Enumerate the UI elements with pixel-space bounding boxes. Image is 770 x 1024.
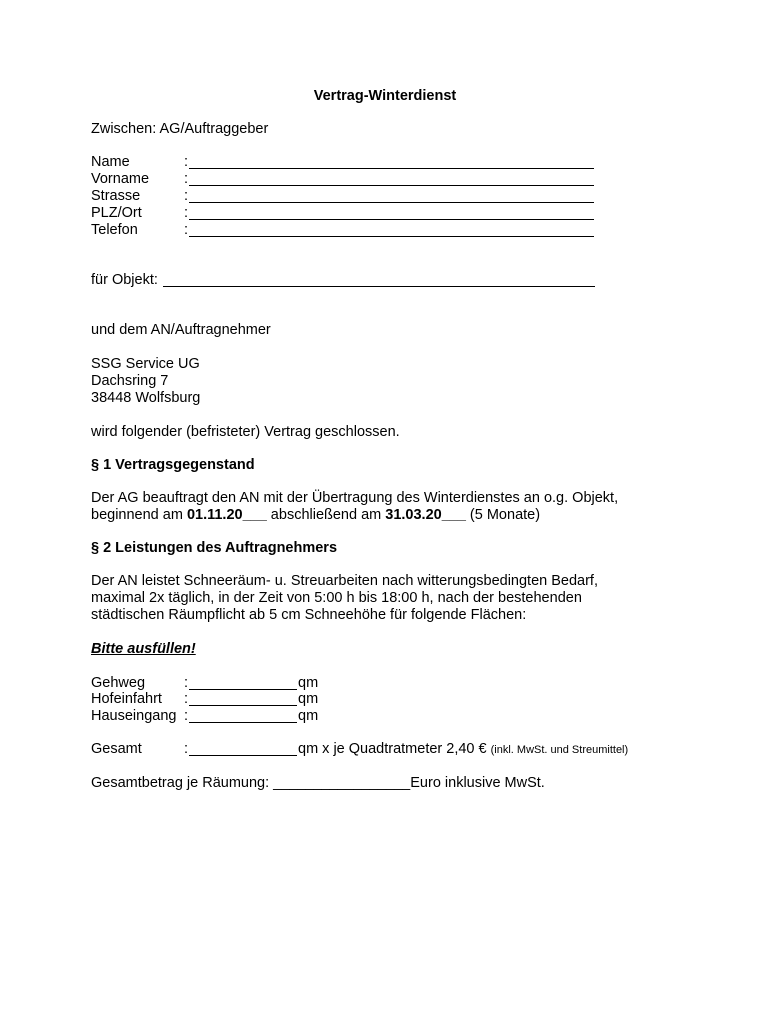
end-date: 31.03.20___ bbox=[385, 507, 466, 523]
hauseingang-blank-line[interactable] bbox=[189, 722, 297, 723]
contractor-intro: und dem AN/Auftragnehmer bbox=[91, 322, 271, 338]
start-date: 01.11.20___ bbox=[186, 507, 267, 523]
total-amount-suffix: Euro inklusive MwSt. bbox=[410, 775, 545, 791]
vorname-blank-line[interactable] bbox=[189, 185, 594, 186]
strasse-blank-line[interactable] bbox=[189, 202, 594, 203]
contractor-street: Dachsring 7 bbox=[91, 373, 169, 389]
section1-line1: Der AG beauftragt den AN mit der Übertragung des Winterdienstes an o.g. Objekt, bbox=[91, 490, 619, 506]
total-rate-text: qm x je Quadtratmeter 2,40 € bbox=[298, 741, 491, 757]
gehweg-blank-line[interactable] bbox=[189, 689, 297, 690]
gehweg-label: Gehweg bbox=[91, 675, 146, 691]
vorname-colon: : bbox=[184, 171, 189, 187]
total-label: Gesamt bbox=[91, 741, 142, 757]
section2-line1: Der AN leistet Schneeräum- u. Streuarbeiten nach witterungsbedingten Bedarf, bbox=[91, 573, 598, 589]
total-blank-line[interactable] bbox=[189, 755, 297, 756]
total-row bbox=[91, 741, 691, 758]
object-field-row bbox=[91, 272, 596, 289]
total-price-text bbox=[298, 741, 628, 759]
concluded-sentence: wird folgender (befristeter) Vertrag geschlossen. bbox=[91, 424, 400, 440]
section2-line3: städtischen Räumpflicht ab 5 cm Schneehöhe für folgende Flächen: bbox=[91, 607, 527, 623]
section1-heading: § 1 Vertragsgegenstand bbox=[91, 457, 255, 473]
gehweg-unit: qm bbox=[298, 675, 319, 691]
hauseingang-colon: : bbox=[184, 708, 189, 724]
total-note: (inkl. MwSt. und Streumittel) bbox=[490, 744, 629, 756]
contractor-name: SSG Service UG bbox=[91, 356, 200, 372]
total-amount-label: Gesamtbetrag je Räumung: bbox=[91, 775, 274, 791]
hofeinfahrt-blank-line[interactable] bbox=[189, 705, 297, 706]
contractor-city: 38448 Wolfsburg bbox=[91, 390, 201, 406]
hofeinfahrt-unit: qm bbox=[298, 691, 319, 707]
telefon-blank-line[interactable] bbox=[189, 236, 594, 237]
total-colon: : bbox=[184, 741, 189, 757]
strasse-colon: : bbox=[184, 188, 189, 204]
strasse-label: Strasse bbox=[91, 188, 141, 204]
hauseingang-unit: qm bbox=[298, 708, 319, 724]
section1-line2-start-text: beginnend am bbox=[91, 507, 187, 523]
section1-line2-end-text: (5 Monate) bbox=[465, 507, 541, 523]
telefon-colon: : bbox=[184, 222, 189, 238]
section1-line2 bbox=[91, 507, 540, 524]
hauseingang-label: Hauseingang bbox=[91, 708, 177, 724]
plz-ort-colon: : bbox=[184, 205, 189, 221]
section2-heading: § 2 Leistungen des Auftragnehmers bbox=[91, 540, 338, 556]
total-amount-row bbox=[91, 775, 545, 792]
section1-line2-mid-text: abschließend am bbox=[266, 507, 386, 523]
hofeinfahrt-label: Hofeinfahrt bbox=[91, 691, 162, 707]
plz-ort-blank-line[interactable] bbox=[189, 219, 594, 220]
object-blank-line[interactable] bbox=[163, 286, 595, 287]
hofeinfahrt-colon: : bbox=[184, 691, 189, 707]
document-title: Vertrag-Winterdienst bbox=[313, 88, 457, 104]
between-line: Zwischen: AG/Auftraggeber bbox=[91, 121, 269, 137]
name-colon: : bbox=[184, 154, 189, 170]
vorname-label: Vorname bbox=[91, 171, 150, 187]
name-blank-line[interactable] bbox=[189, 168, 594, 169]
plz-ort-label: PLZ/Ort bbox=[91, 205, 142, 221]
object-label: für Objekt: bbox=[91, 272, 158, 288]
total-amount-blank[interactable]: _________________ bbox=[273, 775, 411, 791]
section2-line2: maximal 2x täglich, in der Zeit von 5:00 h bis 18:00 h, nach der bestehenden bbox=[91, 590, 582, 606]
gehweg-colon: : bbox=[184, 675, 189, 691]
name-label: Name bbox=[91, 154, 130, 170]
fill-in-note: Bitte ausfüllen! bbox=[91, 641, 196, 657]
telefon-label: Telefon bbox=[91, 222, 138, 238]
